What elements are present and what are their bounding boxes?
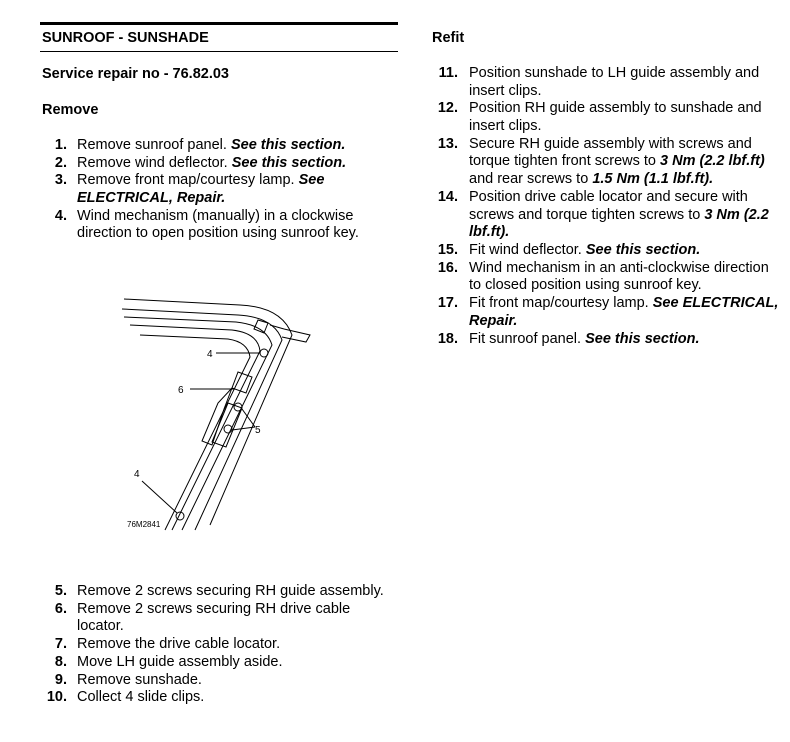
callout-4-rear: 4 — [134, 469, 140, 480]
step-text: to closed position using sunroof key. — [469, 277, 702, 294]
step-text: Position sunshade to LH guide assembly and — [469, 65, 760, 81]
step-text-line — [469, 100, 762, 118]
step-text-line — [469, 171, 713, 189]
step-text: Remove wind deflector. — [77, 154, 232, 171]
cross-reference: Repair. — [469, 312, 518, 329]
cross-reference: 1.5 Nm (1.1 lbf.ft). — [592, 171, 714, 188]
step-text-line — [469, 189, 748, 207]
step-text-line — [77, 137, 345, 155]
step-text: Remove the drive cable locator. — [77, 636, 281, 653]
step-text-line — [77, 689, 204, 707]
step-text: Fit wind deflector. — [469, 242, 586, 258]
leader-5a — [242, 409, 255, 427]
cross-reference: See ELECTRICAL, — [652, 295, 779, 312]
step-text: screws and torque tighten screws to — [469, 206, 705, 223]
callout-6: 6 — [178, 385, 184, 396]
title-underline — [40, 51, 398, 52]
step-text-line — [469, 277, 702, 295]
step-text: Remove sunroof panel. — [77, 137, 231, 153]
step-text-line — [77, 225, 359, 243]
step-text: Fit sunroof panel. — [469, 330, 586, 347]
step-text: and rear screws to — [469, 171, 593, 188]
step-number: 7. — [54, 636, 67, 653]
step-text: Remove sunshade. — [77, 671, 202, 688]
remove-heading: Remove — [42, 102, 99, 118]
step-text-line — [77, 654, 283, 672]
step-number: 12. — [437, 100, 458, 117]
cross-reference: See — [298, 172, 325, 189]
cross-reference: 3 Nm (2.2 — [704, 206, 769, 223]
step-number: 1. — [54, 137, 67, 153]
step-text: insert clips. — [469, 118, 542, 135]
step-number: 10. — [46, 689, 67, 706]
step-text-line — [469, 207, 769, 225]
step-text-line — [77, 172, 324, 190]
figure-id: 76M2841 — [127, 520, 161, 529]
step-text-line — [469, 295, 778, 313]
cross-reference: ELECTRICAL, Repair. — [77, 190, 226, 207]
step-text-line — [77, 208, 353, 226]
cross-reference: See this section. — [230, 137, 346, 153]
step-text: insert clips. — [469, 82, 542, 99]
step-text: Position RH guide assembly to sunshade and — [469, 100, 762, 117]
step-text: Move LH guide assembly aside. — [77, 653, 283, 670]
drive-cable-stub — [282, 329, 310, 342]
step-text: Position drive cable locator and secure with — [469, 188, 748, 205]
callout-5: 5 — [255, 425, 261, 436]
cross-reference: lbf.ft). — [469, 224, 510, 241]
step-text: Remove 2 screws securing RH guide assembly. — [77, 583, 384, 599]
leader-4b — [142, 481, 177, 513]
step-text-line — [469, 118, 542, 136]
step-number: 2. — [54, 154, 67, 171]
step-text: Fit front map/courtesy lamp. — [469, 295, 653, 312]
cross-reference: See this section. — [585, 242, 701, 258]
step-text: direction to open position using sunroof key. — [77, 225, 359, 242]
step-number: 5. — [54, 583, 67, 599]
step-number: 11. — [438, 65, 458, 81]
section-title: SUNROOF - SUNSHADE — [42, 30, 209, 46]
step-text-line — [469, 260, 769, 278]
step-text: Remove 2 screws securing RH drive cable — [77, 600, 351, 617]
step-text-line — [77, 672, 202, 690]
step-number: 14. — [437, 188, 458, 205]
step-text-line — [77, 618, 124, 636]
drive-cable-locator — [232, 372, 252, 393]
step-number: 4. — [54, 207, 67, 224]
step-text-line — [77, 601, 350, 619]
step-text-line — [469, 331, 700, 349]
step-text-line — [469, 65, 759, 83]
step-number: 15. — [437, 242, 458, 258]
step-text-line — [469, 313, 517, 331]
cross-reference: 3 Nm (2.2 lbf.ft) — [660, 153, 765, 170]
step-number: 16. — [437, 259, 458, 276]
step-number: 6. — [54, 600, 67, 617]
step-text: Collect 4 slide clips. — [77, 689, 205, 706]
step-text: torque tighten front screws to — [469, 153, 661, 170]
step-text-line — [469, 153, 765, 171]
frame-outer-edge — [124, 299, 292, 525]
step-text-line — [77, 155, 346, 173]
sunroof-guide-illustration — [110, 285, 320, 535]
refit-heading: Refit — [432, 30, 465, 46]
step-number: 17. — [437, 295, 458, 312]
step-number: 8. — [54, 653, 67, 670]
step-number: 9. — [54, 671, 67, 688]
step-text: locator. — [77, 618, 124, 635]
step-text-line — [77, 190, 225, 208]
step-number: 3. — [54, 172, 67, 189]
step-text-line — [77, 636, 280, 654]
step-text-line — [469, 83, 542, 101]
header-rule-left — [40, 22, 398, 25]
step-text-line — [469, 136, 752, 154]
step-text: Secure RH guide assembly with screws and — [469, 135, 752, 152]
callout-4-front: 4 — [207, 349, 213, 360]
step-text: Wind mechanism in an anti-clockwise direction — [469, 259, 769, 276]
step-text: Remove front map/courtesy lamp. — [77, 172, 299, 189]
step-text: Wind mechanism (manually) in a clockwise — [77, 207, 354, 224]
step-text-line — [469, 242, 700, 260]
step-number: 13. — [437, 135, 458, 152]
cross-reference: See this section. — [231, 154, 347, 171]
step-text-line — [77, 583, 384, 601]
screw-front — [260, 349, 268, 357]
step-text-line — [469, 224, 509, 242]
cross-reference: See this section. — [585, 330, 700, 347]
service-repair-number: Service repair no - 76.82.03 — [42, 66, 229, 82]
step-number: 18. — [437, 330, 458, 347]
